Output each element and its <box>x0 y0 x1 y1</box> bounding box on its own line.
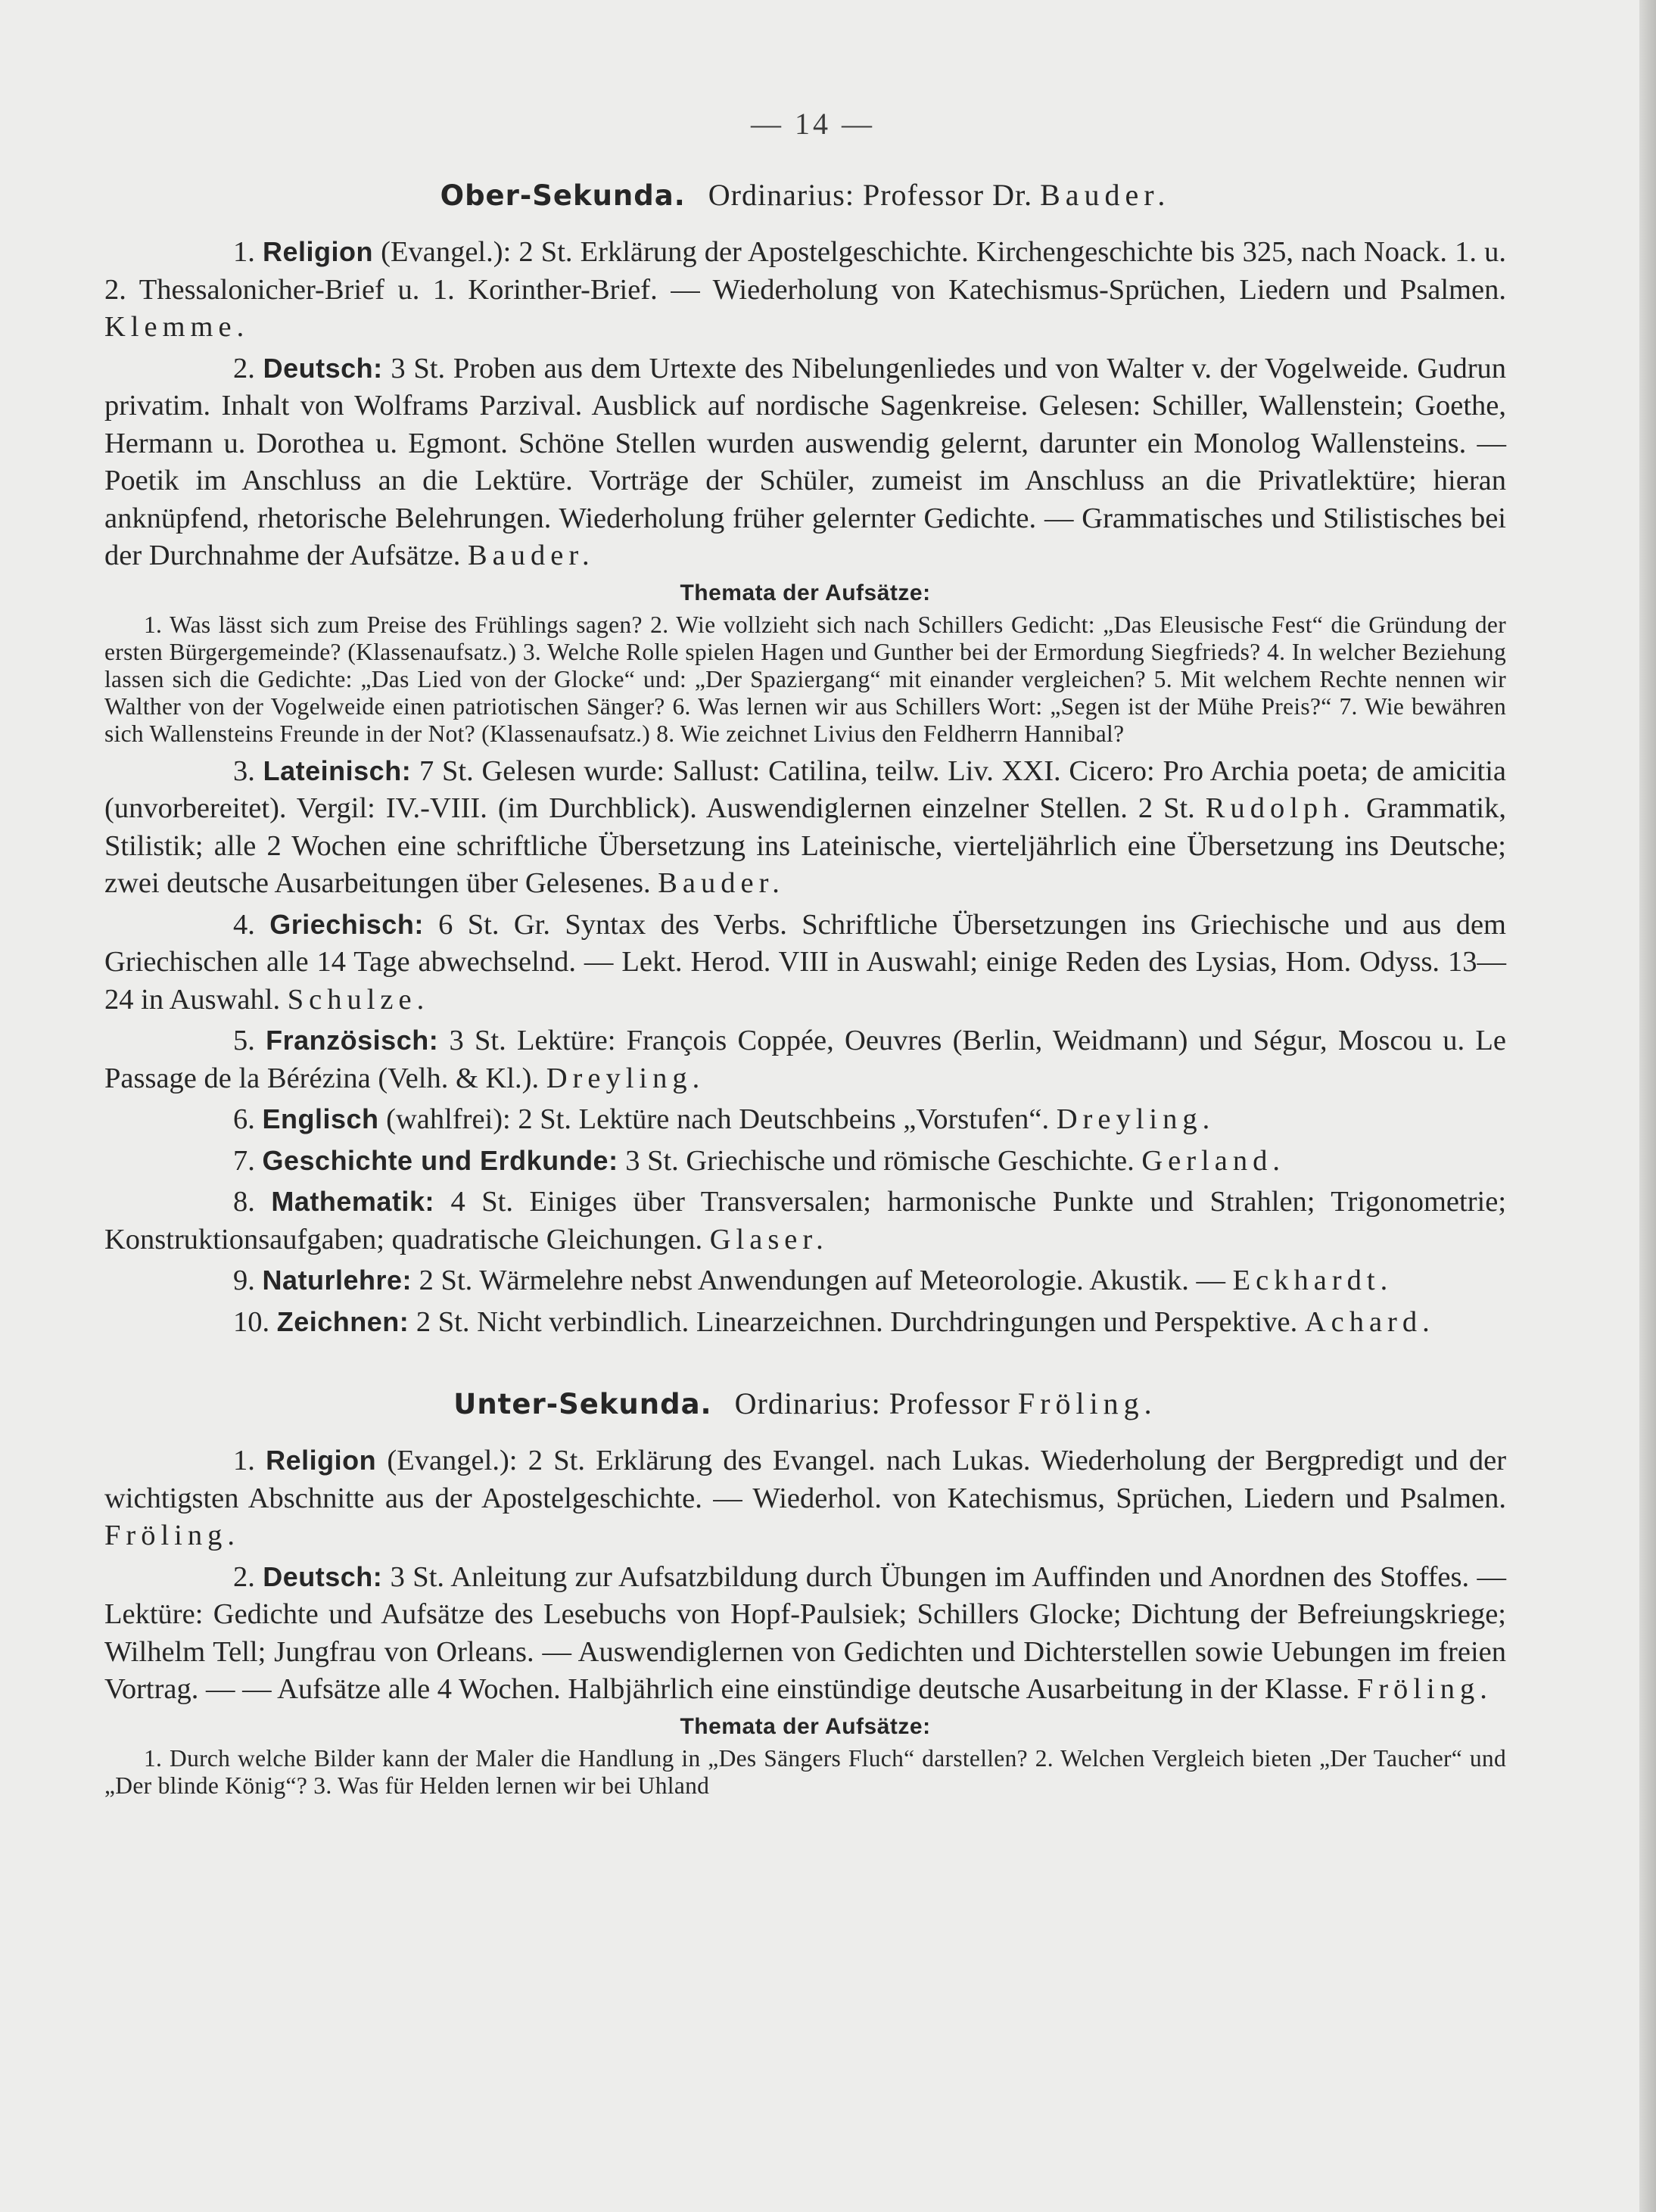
themata-title: Themata der Aufsätze: <box>680 580 931 605</box>
subject-name: Lateinisch: <box>263 754 412 786</box>
subject-englisch <box>104 1100 1506 1139</box>
ordinarius-name: Bauder. <box>1040 178 1171 212</box>
subject-text: (Evangel.): 2 St. Erklärung der Apostelgeschichte. Kirchengeschichte bis 325, nach Noack. 1. u. 2. Thessalonicher-Brief u. 1. Korinther-Brief. — Wiederholung von Katechismus-Sprüchen, Liedern und Psalmen. <box>104 236 1507 306</box>
ordinarius-label: Ordinarius: Professor <box>734 1386 1010 1420</box>
subject-name: Griechisch: <box>269 908 424 940</box>
subject-number: 1. <box>233 236 255 268</box>
subject-name: Deutsch: <box>263 352 383 384</box>
subject-text: (wahlfrei): 2 St. Lektüre nach Deutschbeins „Vorstufen“. <box>386 1103 1050 1135</box>
subject-text: 4 St. Einiges über Transversalen; harmonische Punkte und Strahlen; Trigonometrie; Konstruktionsaufgaben; quadratische Gleichungen. <box>104 1186 1507 1255</box>
subject-text: 3 St. Anleitung zur Aufsatzbildung durch Übungen im Auffinden und Anordnen des Stoffes. — Lektüre: Gedichte und Aufsätze des Lesebuchs von Hopf-Paulsiek; Schillers Glocke; Dichtung der Befreiungskriege; Wilhelm Tell; Jungfrau von Orleans. — Auswendiglernen von Gedichten und Dichterstellen sowie Uebungen im freien Vortrag. — — Aufsätze alle 4 Wochen. Halbjährlich eine einstündige deutsche Ausarbeitung in der Klasse. <box>104 1560 1507 1705</box>
ordinarius-label: Ordinarius: Professor Dr. <box>708 178 1033 212</box>
subject-text: 2 St. Nicht verbindlich. Linearzeichnen. Durchdringungen und Perspektive. <box>416 1305 1298 1338</box>
page-number: — 14 — <box>751 107 875 141</box>
teacher-name: Rudolph. <box>1205 792 1356 824</box>
subject-text: 3 St. Lektüre: François Coppée, Oeuvres (Berlin, Weidmann) und Ségur, Moscou u. Le Passage de la Bérézina (Velh. & Kl.). <box>104 1025 1507 1094</box>
subject-lateinisch <box>104 752 1506 903</box>
subject-number: 1. <box>233 1445 255 1476</box>
subject-number: 6. <box>233 1103 255 1135</box>
subject-name: Deutsch: <box>263 1560 383 1592</box>
subject-naturlehre <box>104 1262 1506 1300</box>
themata-list: 1. Was lässt sich zum Preise des Frühlings sagen? 2. Wie vollzieht sich nach Schillers Gedicht: „Das Eleusische Fest“ die Gründung der ersten Bürgergemeinde? (Klassenaufsatz.) 3. Welche Rolle spielen Hagen und Gunther bei der Ermordung Siegfrieds? 4. In welcher Beziehung lassen sich die Gedichte: „Das Lied von der Glocke“ und: „Der Spaziergang“ mit einander vergleichen? 5. Mit welchem Rechte nennen wir Walther von der Vogelweide einen patriotischen Sänger? 6. Was lernen wir aus Schillers Wort: „Segen ist der Mühe Preis?“ 7. Wie bewähren sich Wallensteins Freunde in der Not? (Klassenaufsatz.) 8. Wie zeichnet Livius den Feldherrn Hannibal? <box>104 611 1506 747</box>
class-heading-ober-sekunda <box>104 176 1506 215</box>
subject-text: 6 St. Gr. Syntax des Verbs. Schriftliche Übersetzungen ins Griechische und aus dem Griechischen alle 14 Tage abwechselnd. — Lekt. Herod. VIII in Auswahl; einige Reden des Lysias, Hom. Odyss. 13—24 in Auswahl. <box>104 908 1507 1016</box>
subject-name: Englisch <box>262 1103 379 1134</box>
subject-text: 3 St. Proben aus dem Urtexte des Nibelungenliedes und von Walter v. der Vogelweide. Gudrun privatim. Inhalt von Wolframs Parzival. Ausblick auf nordische Sagenkreise. Gelesen: Schiller, Wallenstein; Goethe, Hermann u. Dorothea u. Egmont. Schöne Stellen wurden auswendig gelernt, darunter ein Monolog Wallensteins. — Poetik im Anschluss an die Lektüre. Vorträge der Schüler, zumeist im Anschluss an die Privatlektüre; hieran anknüpfend, rhetorische Belehrungen. Wiederholung früher gelernter Gedichte. — Grammatisches und Stilistisches bei der Durchnahme der Aufsätze. <box>104 352 1507 571</box>
class-name: Ober-Sekunda. <box>440 179 686 212</box>
teacher-name: Achard. <box>1304 1305 1435 1338</box>
themata-list: 1. Durch welche Bilder kann der Maler die Handlung in „Des Sängers Fluch“ darstellen? 2. Welchen Vergleich bieten „Der Taucher“ und „Der blinde König“? 3. Was für Helden lernen wir bei Uhland <box>104 1744 1506 1799</box>
subject-number: 9. <box>233 1265 255 1296</box>
section-divider-space <box>104 1341 1506 1385</box>
subject-number: 3. <box>233 754 255 787</box>
subject-number: 5. <box>233 1025 255 1056</box>
teacher-name: Gerland. <box>1141 1144 1285 1177</box>
teacher-name: Bauder. <box>658 867 785 899</box>
page-content <box>104 106 1506 1804</box>
subject-zeichnen <box>104 1303 1506 1342</box>
subject-text-continued: Grammatik, Stilistik; alle 2 Wochen eine schriftliche Übersetzung ins Lateinische, vierteljährlich eine Übersetzung ins Deutsche; zwei deutsche Ausarbeitungen über Gelesenes. <box>104 792 1507 899</box>
subject-deutsch <box>104 1558 1506 1709</box>
teacher-name: Fröling. <box>104 1520 241 1551</box>
subject-name: Religion <box>266 1445 377 1476</box>
subject-name: Zeichnen: <box>276 1305 409 1337</box>
ordinarius-name: Fröling. <box>1017 1386 1157 1420</box>
subject-deutsch <box>104 350 1506 575</box>
subject-number: 2. <box>233 1560 255 1593</box>
teacher-name: Eckhardt. <box>1232 1265 1393 1296</box>
subject-number: 10. <box>233 1305 270 1338</box>
teacher-name: Glaser. <box>709 1223 829 1255</box>
subject-number: 4. <box>233 908 255 941</box>
subject-number: 7. <box>233 1144 255 1177</box>
subject-name: Religion <box>263 236 374 267</box>
subject-name: Mathematik: <box>271 1186 434 1217</box>
subject-franzoesisch <box>104 1022 1506 1097</box>
subject-religion <box>104 1442 1506 1555</box>
page-edge <box>1639 0 1656 2212</box>
subject-religion <box>104 233 1506 347</box>
teacher-name: Fröling. <box>1356 1673 1493 1705</box>
subject-text: 2 St. Wärmelehre nebst Anwendungen auf Meteorologie. Akustik. — <box>419 1265 1225 1296</box>
teacher-name: Schulze. <box>287 983 430 1016</box>
teacher-name: Dreyling. <box>1056 1103 1216 1135</box>
teacher-name: Bauder. <box>467 540 595 571</box>
subject-griechisch <box>104 906 1506 1019</box>
subject-text: 7 St. Gelesen wurde: Sallust: Catilina, teilw. Liv. XXI. Cicero: Pro Archia poeta; de amicitia (unvorbereitet). Vergil: IV.-VIII. (im Durchblick). Auswendiglernen einzelner Stellen. 2 St. <box>104 754 1507 824</box>
subject-text: (Evangel.): 2 St. Erklärung des Evangel. nach Lukas. Wiederholung der Bergpredigt und der wichtigsten Abschnitte aus der Apostelgeschichte. — Wiederhol. von Katechismus, Sprüchen, Liedern und Psalmen. <box>104 1445 1507 1514</box>
subject-name: Naturlehre: <box>262 1265 412 1296</box>
subject-mathematik <box>104 1183 1506 1258</box>
class-name: Unter-Sekunda. <box>453 1388 712 1420</box>
subject-number: 8. <box>233 1186 255 1218</box>
teacher-name: Dreyling. <box>546 1062 705 1094</box>
subject-geschichte <box>104 1142 1506 1181</box>
class-heading-unter-sekunda <box>104 1385 1506 1423</box>
subject-number: 2. <box>233 352 255 384</box>
subject-text: 3 St. Griechische und römische Geschichte. <box>625 1144 1135 1177</box>
teacher-name: Klemme. <box>104 311 250 343</box>
themata-title: Themata der Aufsätze: <box>680 1713 931 1739</box>
subject-name: Geschichte und Erdkunde: <box>262 1144 618 1176</box>
subject-name: Französisch: <box>266 1025 439 1056</box>
